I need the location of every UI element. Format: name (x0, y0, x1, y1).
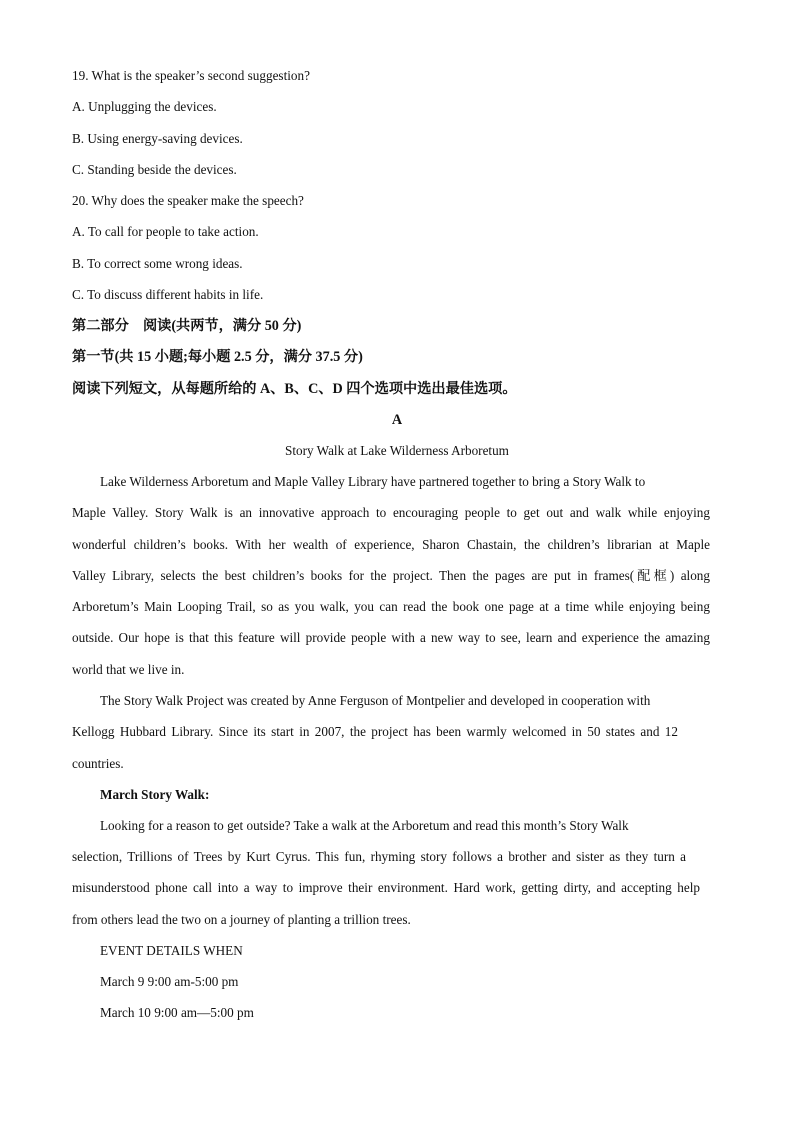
para3-line: Looking for a reason to get outside? Take a walk at the Arboretum and read this month’s Story Walk (100, 818, 629, 833)
para1-line: Lake Wilderness Arboretum and Maple Valley Library have partnered together to bring a Story Walk to (100, 474, 646, 489)
para1-line: Maple Valley. Story Walk is an innovative approach to encouraging people to get out and walk while enjoying (72, 505, 710, 520)
para3-line: from others lead the two on a journey of planting a trillion trees. (72, 912, 411, 927)
question-20-stem: 20. Why does the speaker make the speech? (72, 193, 304, 208)
para1-line: Arboretum’s Main Looping Trail, so as you walk, you can read the book one page at a time while enjoying being (72, 599, 710, 614)
passage-label: A (391, 412, 403, 428)
para1-line: wonderful children’s books. With her wealth of experience, Sharon Chastain, the children’s librarian at Maple (72, 537, 710, 552)
question-19-option-c: C. Standing beside the devices. (72, 162, 237, 177)
question-19-stem: 19. What is the speaker’s second suggestion? (72, 68, 310, 83)
question-19-option-a: A. Unplugging the devices. (72, 99, 217, 114)
march-story-walk-heading: March Story Walk: (100, 787, 210, 802)
event-date: March 9 9:00 am-5:00 pm (100, 974, 239, 989)
para2-line: Kellogg Hubbard Library. Since its start in 2007, the project has been warmly welcomed in 50 states and 12 (72, 724, 678, 739)
para2-line: The Story Walk Project was created by Anne Ferguson of Montpelier and developed in cooperation with (100, 693, 651, 708)
para1-line: Valley Library, selects the best children’s books for the project. Then the pages are put in frames(配框) along (72, 568, 710, 583)
question-19-option-b: B. Using energy-saving devices. (72, 131, 243, 146)
question-20-option-b: B. To correct some wrong ideas. (72, 256, 243, 271)
para1-line: outside. Our hope is that this feature will provide people with a new way to see, learn and experience the amazing (72, 630, 710, 645)
section-part-title: 第二部分 阅读(共两节，满分 50 分) (72, 318, 302, 334)
question-20-option-a: A. To call for people to take action. (72, 224, 259, 239)
section-sub-title: 第一节(共 15 小题;每小题 2.5 分，满分 37.5 分) (72, 349, 363, 365)
para2-line: countries. (72, 756, 124, 771)
question-20-option-c: C. To discuss different habits in life. (72, 287, 264, 302)
para3-line: selection, Trillions of Trees by Kurt Cyrus. This fun, rhyming story follows a brother and sister as they turn a (72, 849, 686, 864)
event-details-heading: EVENT DETAILS WHEN (100, 943, 243, 958)
passage-title: Story Walk at Lake Wilderness Arboretum (285, 443, 509, 458)
event-date: March 10 9:00 am—5:00 pm (100, 1005, 254, 1020)
para1-line: world that we live in. (72, 662, 185, 677)
para3-line: misunderstood phone call into a way to improve their environment. Hard work, getting dirty, and accepting help (72, 880, 700, 895)
section-instruction: 阅读下列短文，从每题所给的 A、B、C、D 四个选项中选出最佳选项。 (72, 381, 517, 397)
